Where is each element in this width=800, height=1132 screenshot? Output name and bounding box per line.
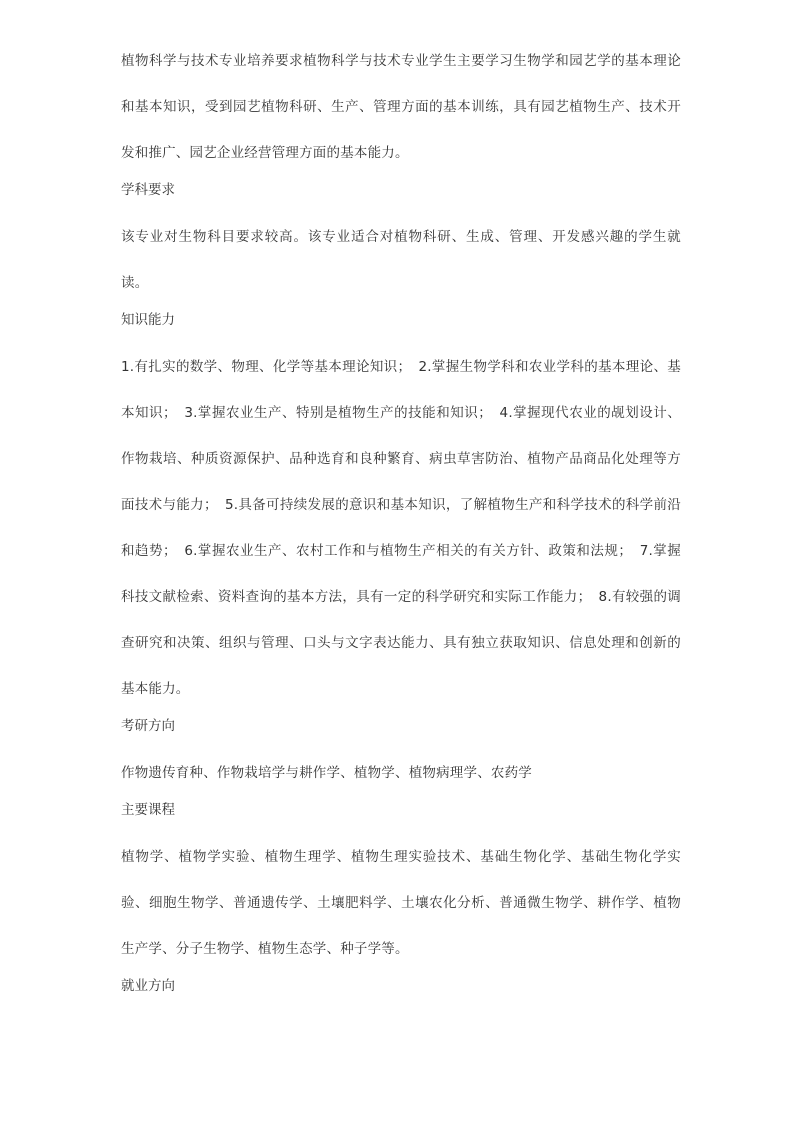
postgrad-direction-paragraph: 作物遗传育种、作物栽培学与耕作学、植物学、植物病理学、农药学 [121, 765, 532, 781]
subject-requirements-paragraph: 该专业对生物科目要求较高。该专业适合对植物科研、生成、管理、开发感兴趣的学生就读。 [121, 229, 681, 291]
postgrad-direction-heading: 考研方向 [121, 718, 175, 734]
intro-paragraph: 植物科学与技术专业培养要求植物科学与技术专业学生主要学习生物学和园艺学的基本理论和基本知识，受到园艺植物科研、生产、管理方面的基本训练，具有园艺植物生产、技术开发和推广、园艺企业经营管理方面的基本能力。 [121, 53, 681, 161]
main-courses-paragraph: 植物学、植物学实验、植物生理学、植物生理实验技术、基础生物化学、基础生物化学实验、细胞生物学、普通遗传学、土壤肥料学、土壤农化分析、普通微生物学、耕作学、植物生产学、分子生物学、植物生态学、种子学等。 [121, 849, 681, 957]
employment-direction-heading: 就业方向 [121, 978, 175, 994]
knowledge-ability-heading: 知识能力 [121, 312, 175, 328]
knowledge-ability-paragraph: 1.有扎实的数学、物理、化学等基本理论知识； 2.掌握生物学科和农业学科的基本理论、基本知识； 3.掌握农业生产、特别是植物生产的技能和知识； 4.掌握现代农业的觇划设计、作物栽培、种质资源保护、品种选育和良种繁育、病虫草害防治、植物产品商品化处理等方面技术与能力； 5.具备可持续发展的意识和基本知识，了解植物生产和科学技术的科学前沿和趋势； 6.掌握农业生产、农村工作和与植物生产相关的有关方针、政策和法规； 7.掌握科技文献检索、资料查询的基本方法，具有一定的科学研究和实际工作能力； 8.有较强的调查研究和决策、组织与管理、口头与文字表达能力、具有独立获取知识、信息处理和创新的基本能力。 [121, 359, 682, 697]
document-page [121, 38, 681, 996]
subject-requirements-heading: 学科要求 [121, 182, 175, 198]
main-courses-heading: 主要课程 [121, 802, 175, 818]
